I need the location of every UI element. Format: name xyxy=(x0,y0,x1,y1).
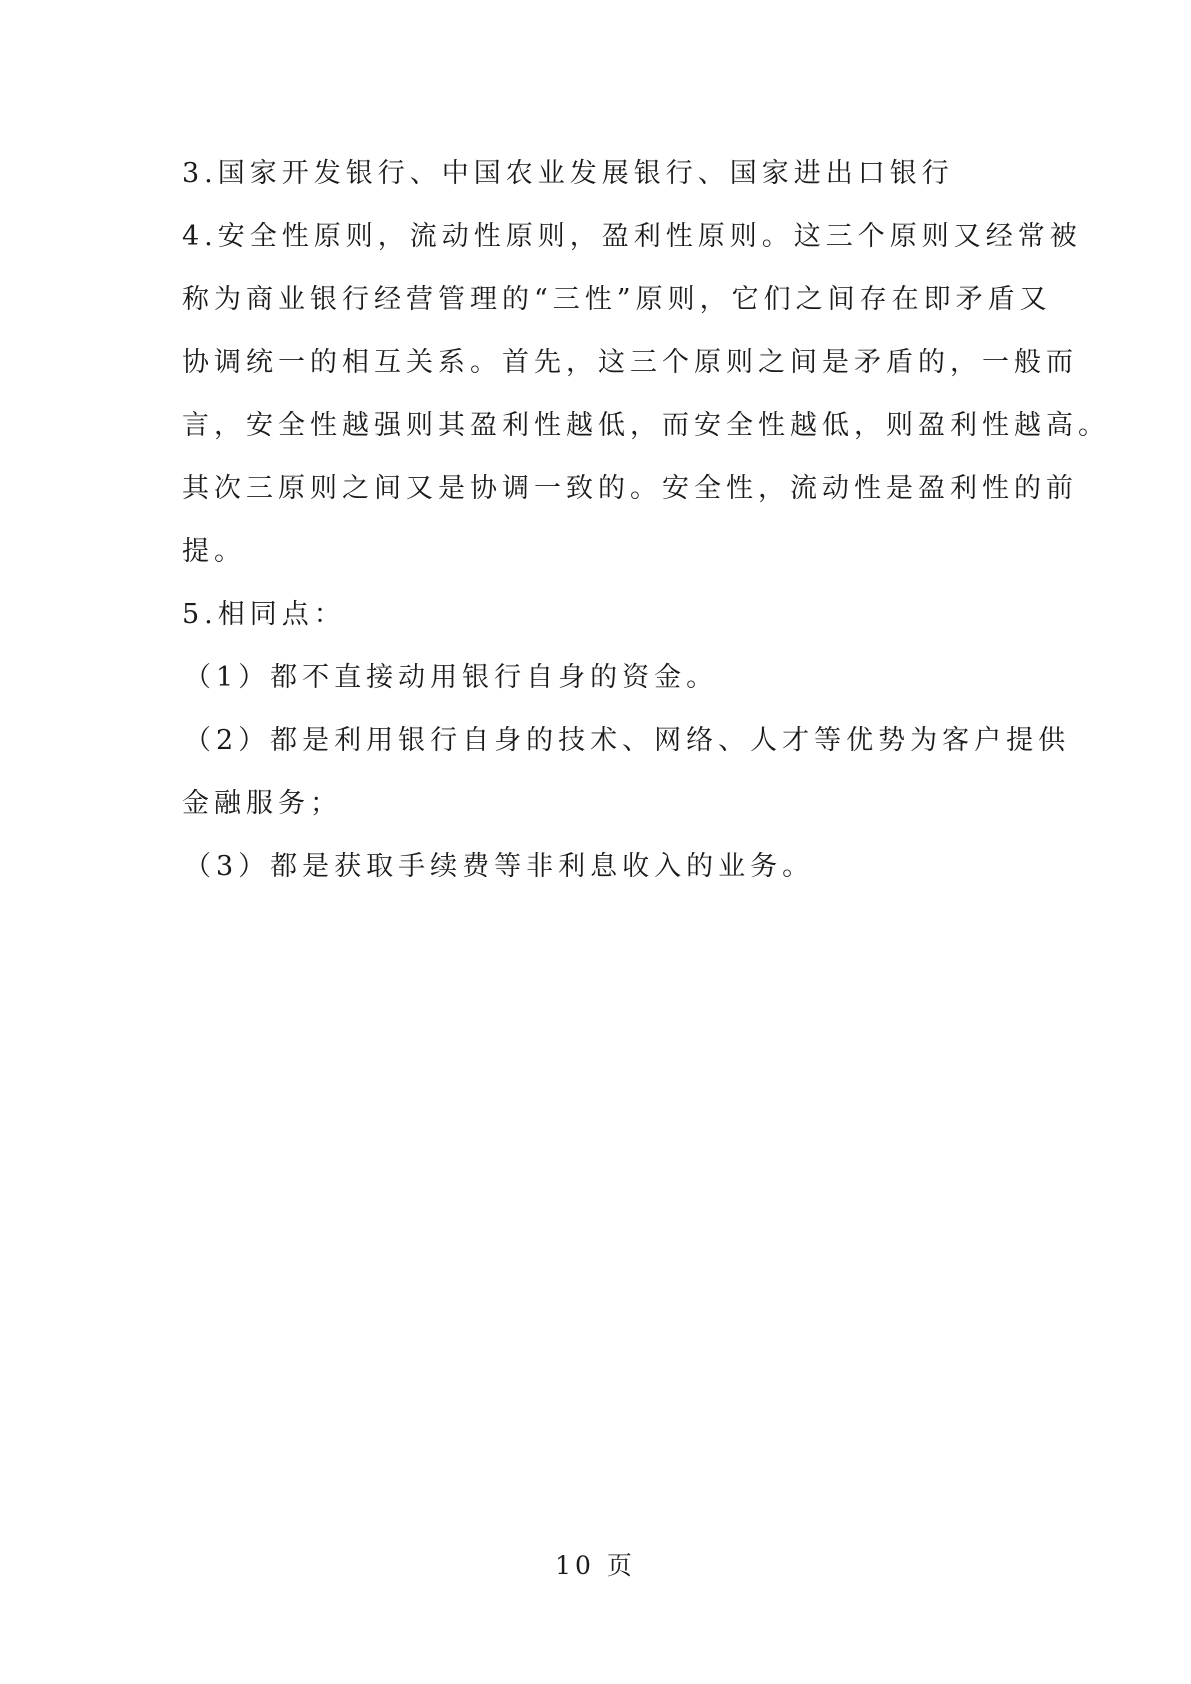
answer-4-line-6: 提。 xyxy=(182,536,246,567)
answer-5-point-1: （1）都不直接动用银行自身的资金。 xyxy=(184,662,719,693)
answer-4-line-3: 协调统一的相互关系。首先，这三个原则之间是矛盾的，一般而 xyxy=(182,347,1078,378)
answer-4-line-2: 称为商业银行经营管理的“三性”原则，它们之间存在即矛盾又 xyxy=(182,284,1052,315)
answer-4-line-1: 4.安全性原则，流动性原则，盈利性原则。这三个原则又经常被 xyxy=(182,221,1082,252)
answer-5-point-3: （3）都是获取手续费等非利息收入的业务。 xyxy=(184,851,815,882)
answer-4-line-4: 言，安全性越强则其盈利性越低，而安全性越低，则盈利性越高。 xyxy=(182,410,1110,441)
page-number: 10 页 xyxy=(555,1551,636,1580)
answer-5-heading: 5.相同点： xyxy=(182,599,346,630)
document-body xyxy=(182,142,1110,898)
answer-3-line: 3.国家开发银行、中国农业发展银行、国家进出口银行 xyxy=(182,158,954,189)
answer-4-line-5: 其次三原则之间又是协调一致的。安全性，流动性是盈利性的前 xyxy=(182,473,1078,504)
answer-5-point-2-line-1: （2）都是利用银行自身的技术、网络、人才等优势为客户提供 xyxy=(184,725,1071,756)
answer-5-point-2-line-2: 金融服务； xyxy=(182,788,342,819)
